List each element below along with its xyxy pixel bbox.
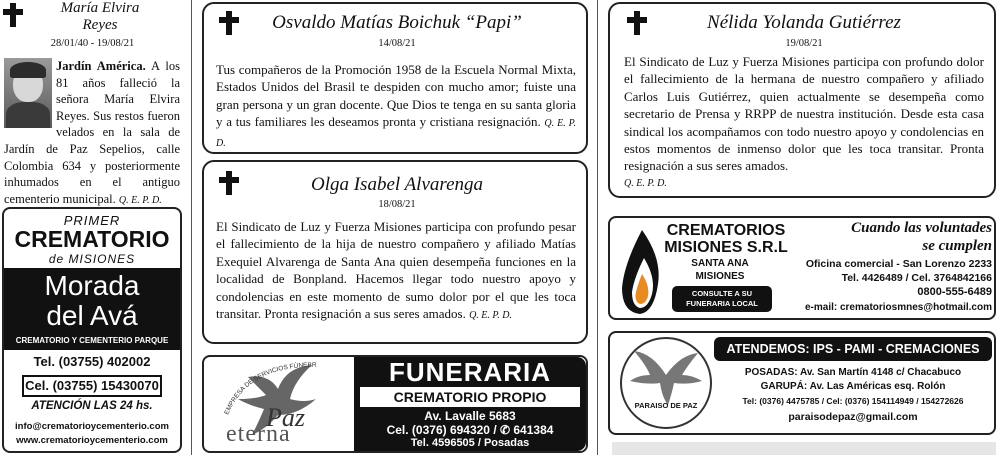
deceased-name-line1: María Elvira (60, 0, 140, 16)
ad-email: paraisodepaz@gmail.com (788, 411, 918, 423)
ad-atendemos: ATENDEMOS: IPS - PAMI - CREMACIONES (714, 337, 992, 361)
column-rule (597, 0, 598, 455)
ad-paraiso-de-paz (608, 331, 996, 435)
funeraria-block (354, 357, 586, 451)
ad-morada-block (4, 268, 180, 350)
ad-posadas: POSADAS: Av. San Martín 4148 c/ Chacabuco (744, 367, 962, 378)
ad-cell: Cel. (03755) 15430070 (22, 375, 162, 397)
paz-eterna-logo (208, 359, 352, 449)
qepd: Q. E. P. D. (624, 177, 667, 189)
column-rule (191, 0, 192, 455)
ad-consulte (672, 286, 772, 312)
notice-name: Osvaldo Matías Boichuk “Papi” (272, 12, 522, 33)
funeral-home-name: Jardín América. (56, 59, 146, 73)
ad-email: info@crematorioycementerio.com (15, 421, 169, 432)
ad-subtitle: CREMATORIO Y CEMENTERIO PARQUE (15, 336, 169, 345)
notice-text: El Sindicato de Luz y Fuerza Misiones participa con profundo pesar el fallecimiento de la hija de nuestro compañero y afiliado Matías Exequiel Alvarenga de Santa Ana quien desempeña funciones en la localidad de Bonpland. Hacemos llegar todo nuestro apoyo y condolencias en este momento de sumo dolor por el que les toca transitar. Pronta resignación a sus seres amados. Q. E. P. D. (216, 219, 576, 322)
ad-web: www.crematorioycementerio.com (16, 435, 168, 446)
ad-morada-line2: del Avá (46, 300, 138, 331)
ad-consulte-line2: FUNERARIA LOCAL (686, 299, 758, 308)
next-ad-strip (612, 442, 996, 455)
ad-primer: PRIMER (63, 213, 121, 228)
notice-date: 14/08/21 (378, 38, 416, 49)
notice-date: 18/08/21 (378, 199, 416, 210)
ad-location2: MISIONES (695, 271, 745, 282)
ad-de-misiones: de MISIONES (48, 252, 136, 266)
cross-icon (2, 2, 24, 28)
notice-name: Nélida Yolanda Gutiérrez (707, 12, 901, 33)
ad-address: Av. Lavalle 5683 (424, 409, 516, 423)
notice-name: Olga Isabel Alvarenga (310, 174, 484, 195)
notice-gutierrez (608, 2, 996, 198)
cross-icon (626, 10, 648, 36)
ad-slogan1: Cuando las voluntades (851, 220, 992, 236)
logo-arc-text: EMPRESA DE SERVICIOS FÚNEBR (223, 361, 317, 416)
deceased-dates: 28/01/40 - 19/08/21 (50, 38, 135, 49)
ad-location1: SANTA ANA (691, 258, 749, 269)
cross-icon (218, 170, 240, 196)
notice-date: 19/08/21 (785, 38, 823, 49)
ad-atencion: ATENCIÓN LAS 24 hs. (31, 400, 153, 412)
ad-freephone: 0800-555-6489 (917, 286, 992, 298)
ad-oficina: Oficina comercial - San Lorenzo 2233 (805, 258, 992, 270)
ad-crematorio-propio: CREMATORIO PROPIO (360, 387, 580, 407)
ad-morada-line1: Morada (44, 270, 140, 301)
paraiso-logo (620, 337, 712, 429)
notice-alvarenga (202, 160, 588, 344)
notice-text: Tus compañeros de la Promoción 1958 de la Escuela Normal Mixta, Estados Unidos del Brasil te despiden con mucho amor; fuiste una gran persona y un gran docente. Que Dios te tenga en su santa gloria y a tus familiares les deseamos pronta y cristiana resignación. Q. E. P. D. (216, 62, 576, 149)
ad-funeraria: FUNERARIA (388, 357, 552, 387)
ad-title1: CREMATORIOS (666, 222, 786, 239)
obituary-text: Jardín América. A los 81 años falleció la señora María Elvira Reyes. Sus restos fueron velados en la sala de Jardín de Paz Sepelios, calle Colombia 634 y posteriormente inhumados en el antiguo cementerio municipal. Q. E. P. D. (4, 59, 180, 206)
notice-text: El Sindicato de Luz y Fuerza Misiones participa con profundo dolor el fallecimiento de la hermana de nuestro compañero y afiliado Carlos Luis Gutiérrez, quien actualmente se desempeña como secretario de Prensa y RRPP de nuestra institución. Desde esta casa sindical los acompañamos con todo nuestro apoyo y condolencias en estos momentos de inmenso dolor que les toca transitar. Pronta resignación a sus seres amados. Q. E. P. D. (624, 53, 984, 192)
ad-crematorio: CREMATORIO (14, 226, 170, 252)
ad-paz-eterna (202, 355, 588, 453)
ad-phone: Tel. 4596505 / Posadas (410, 437, 530, 449)
ad-title2: MISIONES S.R.L (664, 239, 788, 256)
ad-cell: Cel. (0376) 694320 / ✆ 641384 (386, 423, 554, 437)
logo-paz: Paz (266, 403, 305, 432)
cross-icon (218, 10, 240, 36)
qepd: Q. E. P. D. (216, 118, 576, 149)
ad-morada-del-ava (2, 207, 182, 453)
logo-eterna: eterna (226, 421, 291, 447)
ad-consulte-line1: CONSULTE A SU (691, 289, 753, 298)
ad-email: e-mail: crematoriosmnes@hotmail.com (804, 302, 992, 313)
ad-slogan2: se cumplen (922, 238, 992, 254)
paraiso-logo-text: PARAISO DE PAZ (634, 401, 698, 410)
ad-garupa: GARUPÁ: Av. Las Américas esq. Rolón (760, 381, 946, 392)
ad-phone: Tel. (03755) 402002 (33, 354, 151, 369)
ad-phone: Tel: (0376) 4475785 / Cel: (0376) 154114949 / 154272626 (742, 396, 964, 406)
notice-boichuk (202, 2, 588, 154)
ad-crematorios-misiones (608, 216, 996, 320)
qepd: Q. E. P. D. (469, 310, 512, 322)
ad-phone: Tel. 4426489 / Cel. 3764842166 (841, 272, 992, 284)
qepd: Q. E. P. D. (118, 194, 162, 206)
deceased-name-line2: Reyes (82, 17, 118, 33)
